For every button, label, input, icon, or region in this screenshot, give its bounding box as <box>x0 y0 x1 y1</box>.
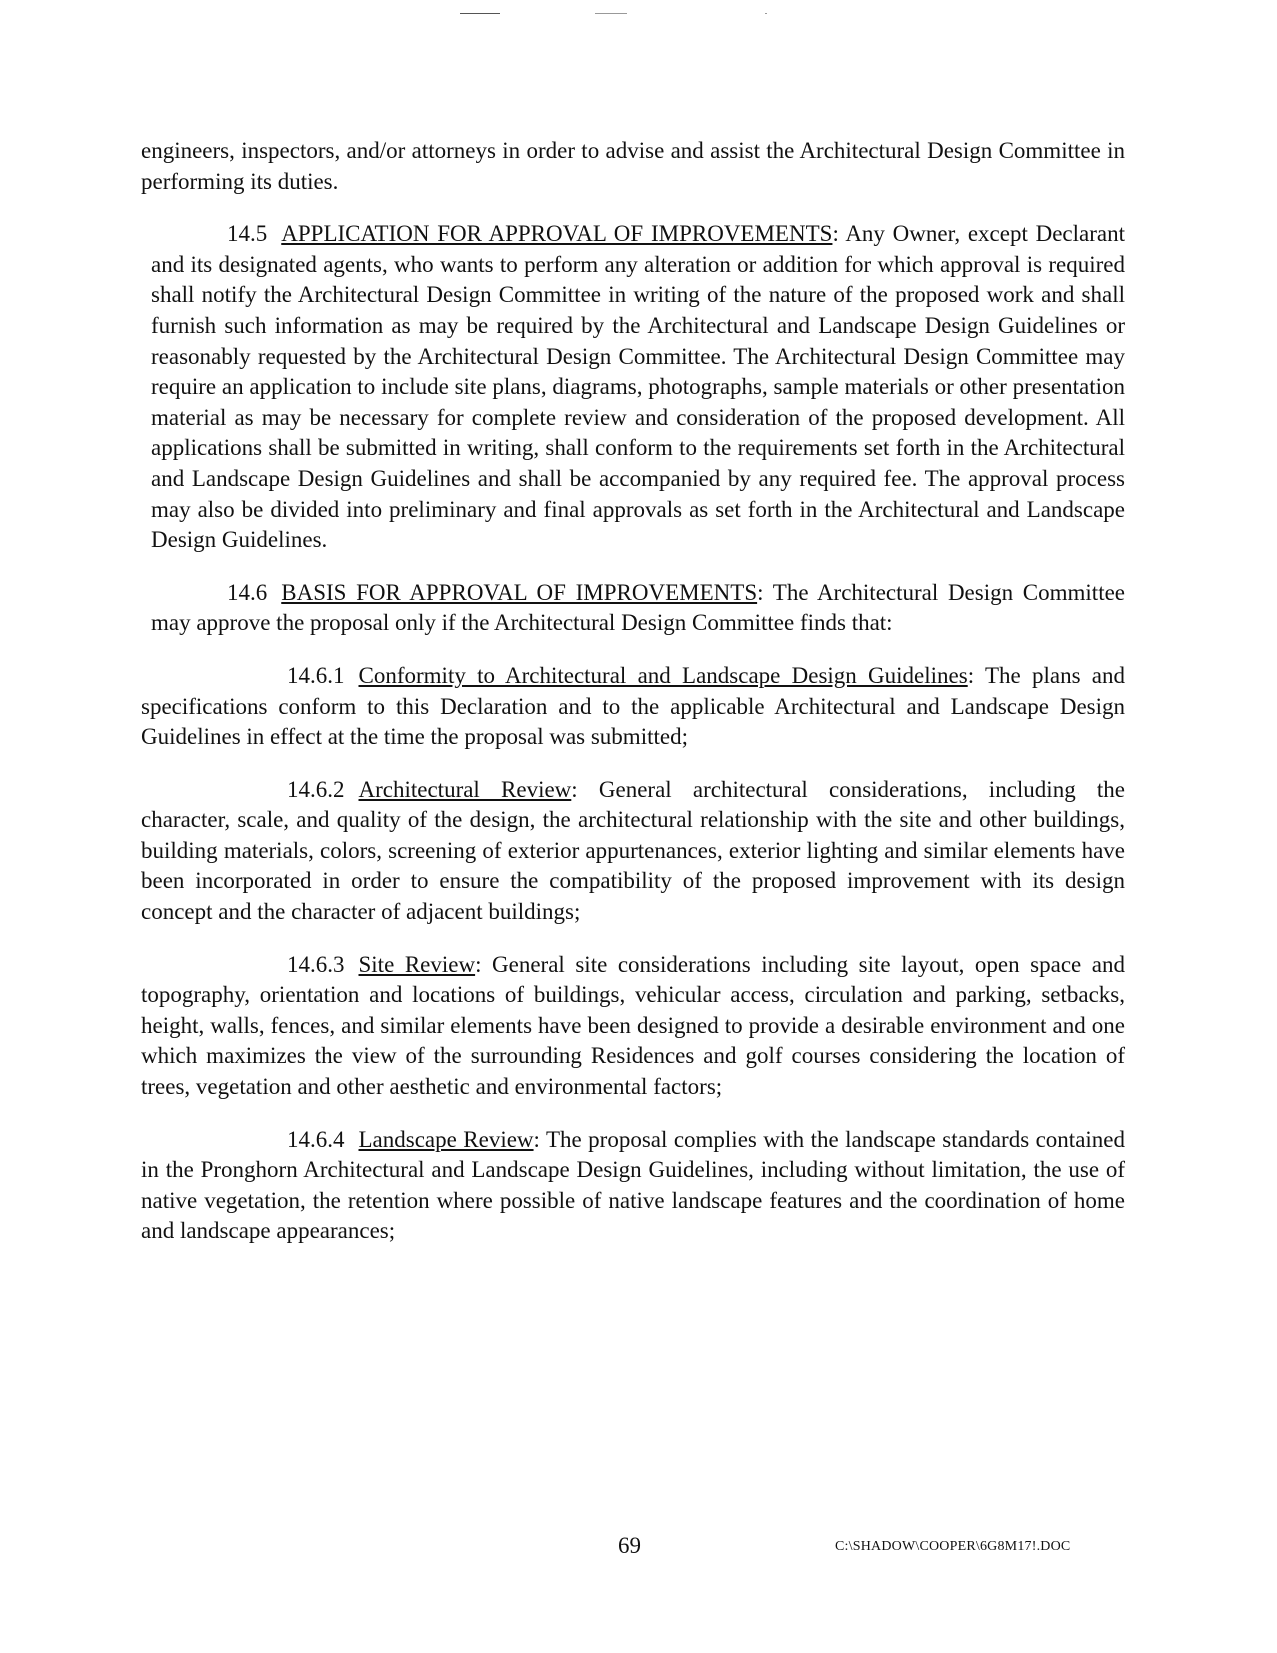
subsection-text: : General architectural considerations, including the character, scale, and quality of the design, the architectural relationship with the site and other buildings, building materials, colors, screening of exterior appurtenances, exterior lighting and similar elements have been incorporated in order to ensure the compatibility of the proposed improvement with its design concept and the character of adjacent buildings; <box>141 776 1125 925</box>
file-path: C:\SHADOW\COOPER\6G8M17!.DOC <box>835 1539 1071 1554</box>
scan-mark <box>460 13 500 14</box>
subsection-text: : The proposal complies with the landscape standards contained in the Pronghorn Architectural and Landscape Design Guidelines, including without limitation, the use of native vegetation, the retention where possible of native landscape features and the coordination of home and landscape appearances; <box>141 1126 1126 1244</box>
subsection-heading: Architectural Review <box>358 776 572 802</box>
document-body <box>141 136 1125 1269</box>
scan-mark <box>765 13 767 14</box>
section-text: : The Architectural Design Committee may approve the proposal only if the Architectural Design Committee finds that: <box>151 579 1125 636</box>
intro-paragraph: engineers, inspectors, and/or attorneys in order to advise and assist the Architectural Design Committee in performing its duties. <box>141 138 1125 194</box>
subsection-heading: Site Review <box>358 951 476 977</box>
scan-mark <box>595 13 627 14</box>
scan-marks <box>460 10 780 16</box>
section-number: 14.6 <box>227 579 268 605</box>
subsection-number: 14.6.1 <box>287 662 345 688</box>
section-text: : Any Owner, except Declarant and its designated agents, who wants to perform any alteration or addition for which approval is required shall notify the Architectural Design Committee in writing of the nature of the proposed work and shall furnish such information as may be required by the Architectural and Landscape Design Guidelines or reasonably requested by the Architectural Design Committee. The Architectural Design Committee may require an application to include site plans, diagrams, photographs, sample materials or other presentation material as may be necessary for complete review and consideration of the proposed development. All applications shall be submitted in writing, shall conform to the requirements set forth in the Architectural and Landscape Design Guidelines and shall be accompanied by any required fee. The approval process may also be divided into preliminary and final approvals as set forth in the Architectural and Landscape Design Guidelines. <box>151 221 1125 553</box>
subsection-text: : The plans and specifications conform to this Declaration and to the applicable Architectural and Landscape Design Guidelines in effect at the time the proposal was submitted; <box>141 662 1126 750</box>
page-footer <box>0 1533 1277 1563</box>
subsection-14-6-1 <box>141 661 1125 753</box>
page-number: 69 <box>618 1533 641 1558</box>
subsection-number: 14.6.2 <box>287 776 345 802</box>
section-14-5 <box>141 219 1125 556</box>
subsection-heading: Landscape Review <box>358 1126 534 1152</box>
section-heading: BASIS FOR APPROVAL OF IMPROVEMENTS <box>281 579 758 605</box>
subsection-14-6-2 <box>141 775 1125 928</box>
subsection-14-6-4 <box>141 1125 1125 1247</box>
section-14-6 <box>141 578 1125 639</box>
section-number: 14.5 <box>227 221 268 247</box>
section-heading: APPLICATION FOR APPROVAL OF IMPROVEMENTS <box>281 221 833 247</box>
subsection-text: : General site considerations including site layout, open space and topography, orientation and locations of buildings, vehicular access, circulation and parking, setbacks, height, walls, fences, and similar elements have been designed to provide a desirable environment and one which maximizes the view of the surrounding Residences and golf courses considering the location of trees, vegetation and other aesthetic and environmental factors; <box>141 951 1125 1100</box>
subsection-number: 14.6.3 <box>287 951 345 977</box>
subsection-number: 14.6.4 <box>287 1126 345 1152</box>
subsection-heading: Conformity to Architectural and Landscape Design Guidelines <box>358 662 968 688</box>
subsection-14-6-3 <box>141 950 1125 1103</box>
